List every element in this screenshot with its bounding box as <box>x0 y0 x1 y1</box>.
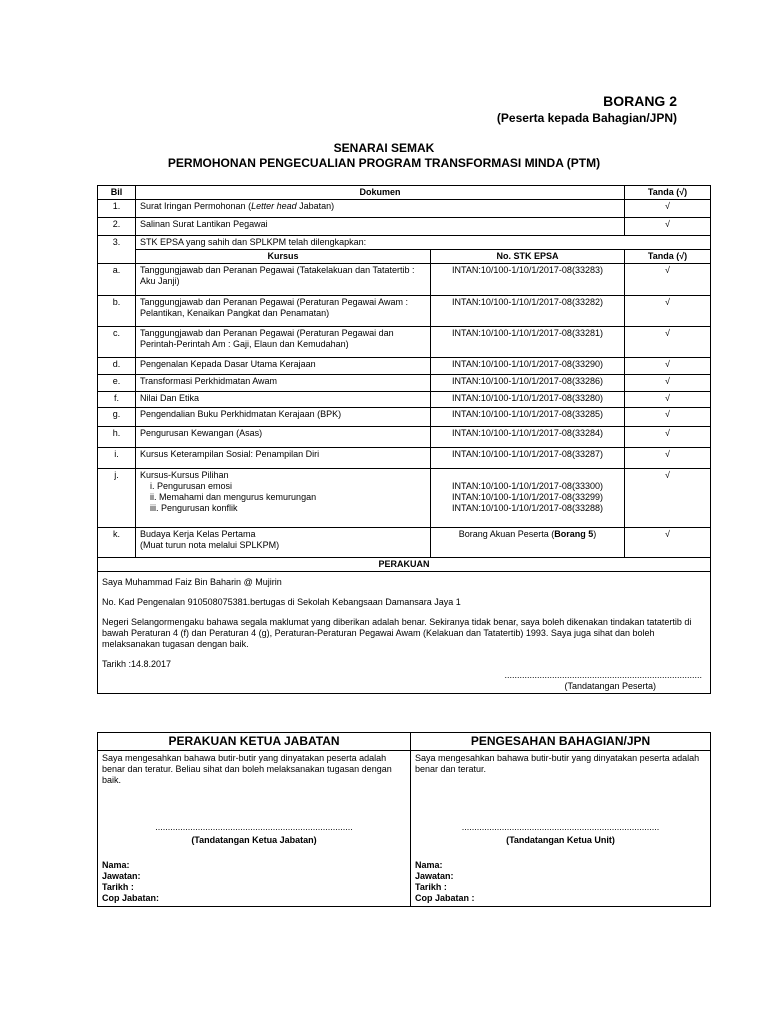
course-code: INTAN:10/100-1/10/1/2017-08(33287) <box>431 448 625 469</box>
tick-mark: √ <box>625 528 711 558</box>
optional-courses-title: Kursus-Kursus Pilihan <box>140 470 229 480</box>
table-row <box>98 469 711 528</box>
course-bil: a. <box>98 264 136 296</box>
table-header-row <box>98 186 711 200</box>
perakuan-heading-row <box>98 558 711 572</box>
form-number: BORANG 2 <box>603 93 677 109</box>
tick-mark: √ <box>625 375 711 392</box>
optional-courses <box>136 469 431 528</box>
perakuan-row <box>98 572 711 694</box>
signature-line: ............................................................................... <box>461 822 660 832</box>
course-code: Borang Akuan Peserta (Borang 5) <box>431 528 625 558</box>
table-row <box>98 296 711 327</box>
row-bil: 3. <box>98 236 136 264</box>
course-code: INTAN:10/100-1/10/1/2017-08(33280) <box>431 392 625 408</box>
optional-codes <box>431 469 625 528</box>
table-row <box>98 200 711 218</box>
row-document: STK EPSA yang sahih dan SPLKPM telah dilengkapkan: <box>136 236 711 250</box>
field-cop: Cop Jabatan : <box>415 893 475 903</box>
table-row <box>98 218 711 236</box>
endorsement-body-row <box>98 751 711 907</box>
table-row <box>98 264 711 296</box>
head-of-dept-section <box>98 751 411 907</box>
course-bil: e. <box>98 375 136 392</box>
course-name: Tanggungjawab dan Peranan Pegawai (Peraturan Pegawai dan Perintah-Perintah Am : Gaji, Elaun dan Kemudahan) <box>136 327 431 358</box>
subheader-row <box>98 250 711 264</box>
tick-mark: √ <box>625 296 711 327</box>
course-name: Budaya Kerja Kelas Pertama (Muat turun nota melalui SPLKPM) <box>136 528 431 558</box>
table-row <box>98 236 711 250</box>
head-of-dept-text: Saya mengesahkan bahawa butir-butir yang dinyatakan peserta adalah benar dan teratur. Beliau sihat dan boleh melaksanakan tugasan dengan baik. <box>102 753 392 785</box>
list-item: iii. Pengurusan konflik <box>150 503 238 513</box>
list-item: i. Pengurusan emosi <box>150 481 233 491</box>
course-code: INTAN:10/100-1/10/1/2017-08(33290) <box>431 358 625 375</box>
course-name: Nilai Dan Etika <box>136 392 431 408</box>
tick-mark: √ <box>625 427 711 448</box>
field-nama: Nama: <box>415 860 443 870</box>
field-jawatan: Jawatan: <box>102 871 141 881</box>
course-code: INTAN:10/100-1/10/1/2017-08(33300) <box>452 481 603 491</box>
course-code: INTAN:10/100-1/10/1/2017-08(33281) <box>431 327 625 358</box>
table-row <box>98 408 711 427</box>
tick-mark: √ <box>625 358 711 375</box>
list-item: ii. Memahami dan mengurus kemurungan <box>150 492 317 502</box>
declarant-name: Saya Muhammad Faiz Bin Baharin @ Mujirin <box>102 577 282 587</box>
division-heading: PENGESAHAN BAHAGIAN/JPN <box>411 733 711 751</box>
head-of-dept-fields <box>102 860 406 904</box>
signature-caption: (Tandatangan Peserta) <box>564 681 657 691</box>
course-bil: d. <box>98 358 136 375</box>
division-text: Saya mengesahkan bahawa butir-butir yang dinyatakan peserta adalah benar dan teratur. <box>415 753 700 774</box>
tick-mark: √ <box>625 448 711 469</box>
title-application: PERMOHONAN PENGECUALIAN PROGRAM TRANSFORMASI MINDA (PTM) <box>167 156 601 170</box>
field-nama: Nama: <box>102 860 130 870</box>
row-document: Salinan Surat Lantikan Pegawai <box>136 218 625 236</box>
endorsement-heading-row <box>98 733 711 751</box>
endorsement-table <box>97 732 711 907</box>
table-row <box>98 358 711 375</box>
course-name: Pengendalian Buku Perkhidmatan Kerajaan (BPK) <box>136 408 431 427</box>
signature-caption: (Tandatangan Ketua Jabatan) <box>191 835 317 845</box>
signature-line: ............................................................................... <box>504 670 703 680</box>
course-name: Tanggungjawab dan Peranan Pegawai (Peraturan Pegawai Awam : Pelantikan, Kenaikan Pangkat dan Penamatan) <box>136 296 431 327</box>
division-fields <box>415 860 706 904</box>
declaration-date: Tarikh :14.8.2017 <box>102 659 172 669</box>
field-jawatan: Jawatan: <box>415 871 454 881</box>
course-code: INTAN:10/100-1/10/1/2017-08(33299) <box>452 492 603 502</box>
col-kursus-header: Kursus <box>136 250 431 264</box>
course-code: INTAN:10/100-1/10/1/2017-08(33285) <box>431 408 625 427</box>
tick-mark: √ <box>625 218 711 236</box>
table-row <box>98 392 711 408</box>
course-name: Pengurusan Kewangan (Asas) <box>136 427 431 448</box>
declaration-text: Negeri Selangormengaku bahawa segala maklumat yang diberikan adalah benar. Sekiranya tidak benar, saya boleh dikenakan tindakan tatatertib di bawah Peraturan 4 (f) dan Peraturan 4 (g), Peraturan-Peraturan Pegawai Awam (Kelakuan dan Tatatertib) 1993. Saya juga sihat dan boleh melaksanakan tugasan dengan baik. <box>102 617 692 649</box>
course-bil: f. <box>98 392 136 408</box>
table-row <box>98 375 711 392</box>
col-dokumen-header: Dokumen <box>136 186 625 200</box>
tick-mark: √ <box>625 327 711 358</box>
course-bil: j. <box>98 469 136 528</box>
tick-mark: √ <box>625 408 711 427</box>
field-cop: Cop Jabatan: <box>102 893 160 903</box>
row-bil: 2. <box>98 218 136 236</box>
table-row <box>98 528 711 558</box>
course-code: INTAN:10/100-1/10/1/2017-08(33284) <box>431 427 625 448</box>
tick-mark: √ <box>625 392 711 408</box>
title-checklist: SENARAI SEMAK <box>333 141 435 155</box>
division-section <box>411 751 711 907</box>
signature-caption: (Tandatangan Ketua Unit) <box>506 835 615 845</box>
perakuan-heading: PERAKUAN <box>98 558 711 572</box>
declarant-ic: No. Kad Pengenalan 910508075381.bertugas di Sekolah Kebangsaan Damansara Jaya 1 <box>102 597 461 607</box>
course-name: Pengenalan Kepada Dasar Utama Kerajaan <box>136 358 431 375</box>
tick-mark: √ <box>625 200 711 218</box>
col-tanda-sub-header: Tanda (√) <box>625 250 711 264</box>
course-bil: i. <box>98 448 136 469</box>
course-bil: c. <box>98 327 136 358</box>
course-bil: b. <box>98 296 136 327</box>
course-name: Tanggungjawab dan Peranan Pegawai (Tatakelakuan dan Tatatertib : Aku Janji) <box>136 264 431 296</box>
course-bil: h. <box>98 427 136 448</box>
row-bil: 1. <box>98 200 136 218</box>
table-row <box>98 327 711 358</box>
field-tarikh: Tarikh : <box>102 882 134 892</box>
course-code: INTAN:10/100-1/10/1/2017-08(33286) <box>431 375 625 392</box>
tick-mark: √ <box>625 264 711 296</box>
signature-line: ............................................................................... <box>155 822 353 832</box>
checklist-table <box>97 185 711 694</box>
letterhead-italic: Letter head <box>251 201 297 211</box>
optional-courses-list <box>140 481 426 514</box>
course-name: Kursus Keterampilan Sosial: Penampilan Diri <box>136 448 431 469</box>
table-row <box>98 448 711 469</box>
row-document: Surat Iringan Permohonan (Letter head Jabatan) <box>136 200 625 218</box>
col-stk-header: No. STK EPSA <box>431 250 625 264</box>
form-subtitle: (Peserta kepada Bahagian/JPN) <box>496 111 677 125</box>
field-tarikh: Tarikh : <box>415 882 447 892</box>
course-code: INTAN:10/100-1/10/1/2017-08(33283) <box>431 264 625 296</box>
course-bil: g. <box>98 408 136 427</box>
course-bil: k. <box>98 528 136 558</box>
col-bil-header: Bil <box>98 186 136 200</box>
tick-mark: √ <box>625 469 711 528</box>
course-code: INTAN:10/100-1/10/1/2017-08(33288) <box>452 503 603 513</box>
perakuan-body <box>98 572 711 694</box>
table-row <box>98 427 711 448</box>
course-name: Transformasi Perkhidmatan Awam <box>136 375 431 392</box>
course-code: INTAN:10/100-1/10/1/2017-08(33282) <box>431 296 625 327</box>
head-of-dept-heading: PERAKUAN KETUA JABATAN <box>98 733 411 751</box>
col-tanda-header: Tanda (√) <box>625 186 711 200</box>
